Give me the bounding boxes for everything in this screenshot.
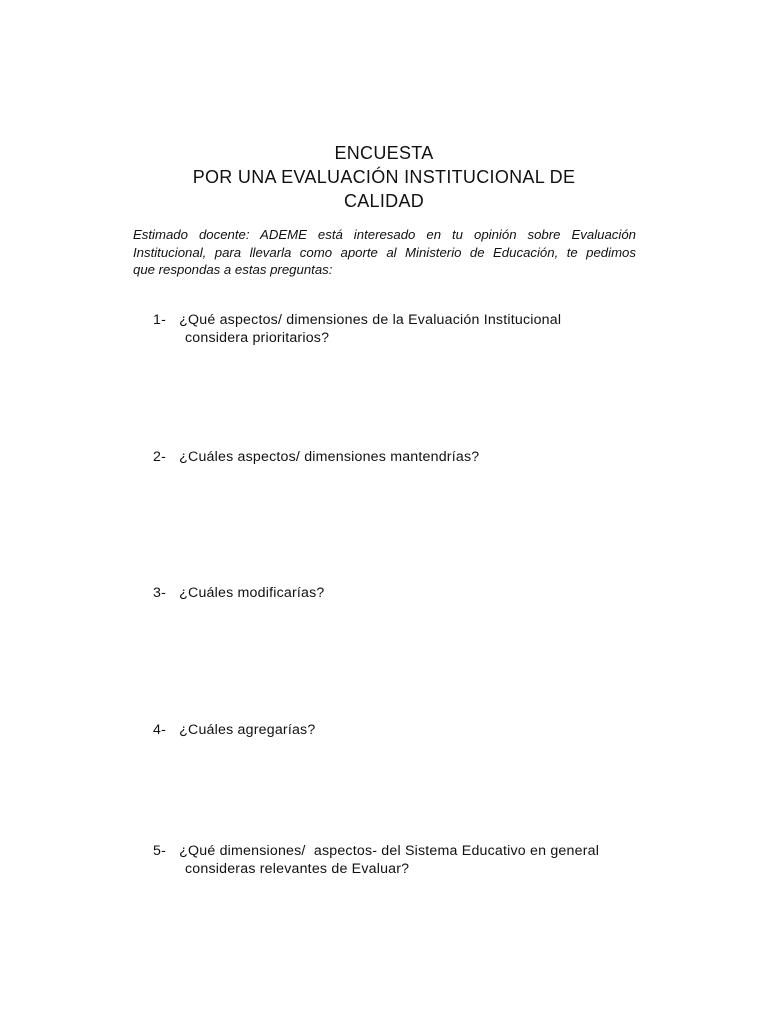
intro-line: que respondas a estas preguntas: <box>133 262 333 277</box>
question-number: 4- <box>153 722 167 738</box>
question-3 <box>153 584 653 602</box>
question-text: ¿Qué aspectos/ dimensiones de la Evaluación Institucional <box>179 312 562 328</box>
question-2 <box>153 448 653 466</box>
question-number: 5- <box>153 843 167 859</box>
title-line: ENCUESTA <box>334 143 434 163</box>
question-1 <box>153 311 653 347</box>
question-text: ¿Cuáles modificarías? <box>179 585 325 601</box>
title-line: POR UNA EVALUACIÓN INSTITUCIONAL DE <box>192 167 576 187</box>
question-number: 2- <box>153 449 167 465</box>
question-text-continued: considera prioritarios? <box>185 330 330 346</box>
document-title <box>120 141 648 213</box>
title-line: CALIDAD <box>343 191 425 211</box>
question-number: 3- <box>153 585 167 601</box>
question-4 <box>153 721 653 739</box>
intro-paragraph <box>133 226 636 279</box>
question-5 <box>153 842 653 878</box>
question-text: ¿Cuáles aspectos/ dimensiones mantendrías? <box>179 449 480 465</box>
question-text: ¿Cuáles agregarías? <box>179 722 316 738</box>
question-number: 1- <box>153 312 167 328</box>
question-text-continued: consideras relevantes de Evaluar? <box>185 861 410 877</box>
question-text: ¿Qué dimensiones/ aspectos- del Sistema Educativo en general <box>179 843 600 859</box>
intro-line: Institucional, para llevarla como aporte al Ministerio de Educación, te pedimos <box>133 244 636 260</box>
intro-line: Estimado docente: ADEME está interesado en tu opinión sobre Evaluación <box>133 227 636 242</box>
